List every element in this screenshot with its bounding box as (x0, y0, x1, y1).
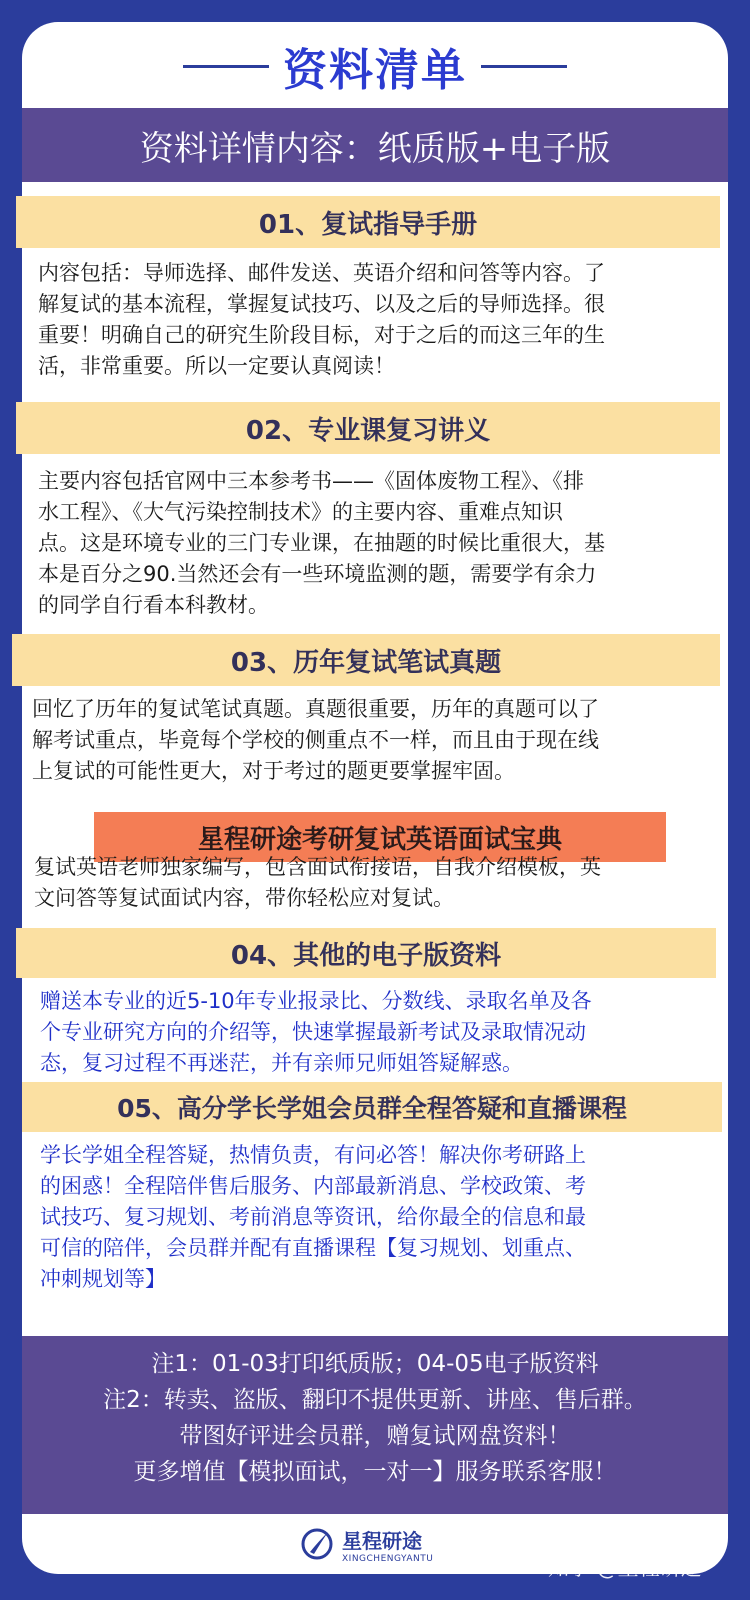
section-01-body (38, 258, 708, 382)
section-01-line: 重要！明确自己的研究生阶段目标，对于之后的而这三年的生 (38, 323, 605, 347)
logo-words (342, 1525, 433, 1564)
section-02-line: 点。这是环境专业的三门专业课，在抽题的时候比重很大，基 (38, 531, 605, 555)
section-04-header: 04、其他的电子版资料 (16, 928, 716, 978)
section-05-header: 05、高分学长学姐会员群全程答疑和直播课程 (22, 1082, 722, 1132)
logo-name: 星程研途 (342, 1528, 422, 1553)
section-03-header: 03、历年复试笔试真题 (12, 634, 720, 686)
brand-logo (300, 1522, 433, 1566)
section-02-body (38, 466, 708, 621)
section-01-line: 解复试的基本流程，掌握复试技巧、以及之后的导师选择。很 (38, 292, 605, 316)
english-handbook-header: 星程研途考研复试英语面试宝典 (94, 812, 666, 862)
title-row (0, 30, 750, 102)
section-02-line: 本是百分之90.当然还会有一些环境监测的题，需要学有余力 (38, 562, 597, 586)
section-04-line: 赠送本专业的近5-10年专业报录比、分数线、录取名单及各 (40, 989, 592, 1013)
section-03-line: 上复试的可能性更大，对于考过的题更要掌握牢固。 (32, 759, 515, 783)
note-line: 注2：转卖、盗版、翻印不提供更新、讲座、售后群。 (103, 1387, 647, 1413)
section-05-line: 试技巧、复习规划、考前消息等资讯，给你最全的信息和最 (40, 1205, 586, 1229)
title-line-left (183, 65, 269, 68)
note-line: 带图好评进会员群，赠复试网盘资料！ (179, 1423, 571, 1449)
section-01-line: 内容包括：导师选择、邮件发送、英语介绍和问答等内容。了 (38, 261, 605, 285)
section-01-line: 活，非常重要。所以一定要认真阅读！ (38, 354, 395, 378)
section-02-header: 02、专业课复习讲义 (16, 402, 720, 454)
section-04-body (40, 986, 710, 1079)
section-04-line: 态，复习过程不再迷茫，并有亲师兄师姐答疑解惑。 (40, 1051, 523, 1075)
page-title: 资料清单 (283, 45, 467, 96)
section-03-body (32, 694, 708, 787)
format-banner: 资料详情内容：纸质版+电子版 (22, 108, 728, 182)
section-05-line: 可信的陪伴，会员群并配有直播课程【复习规划、划重点、 (40, 1236, 586, 1260)
section-04-line: 个专业研究方向的介绍等，快速掌握最新考试及录取情况动 (40, 1020, 586, 1044)
english-handbook-line: 复试英语老师独家编写，包含面试衔接语，自我介绍模板，英 (34, 855, 601, 879)
section-05-line: 的困惑！全程陪伴售后服务、内部最新消息、学校政策、考 (40, 1174, 586, 1198)
english-handbook-line: 文问答等复试面试内容，带你轻松应对复试。 (34, 886, 454, 910)
section-03-line: 回忆了历年的复试笔试真题。真题很重要，历年的真题可以了 (32, 697, 599, 721)
title-line-right (481, 65, 567, 68)
notes-panel (22, 1336, 728, 1514)
watermark: 知乎 @星程研途 (548, 1556, 702, 1580)
note-line: 注1：01-03打印纸质版；04-05电子版资料 (151, 1351, 599, 1377)
section-01-header: 01、复试指导手册 (16, 196, 720, 248)
section-02-line: 的同学自行看本科教材。 (38, 593, 269, 617)
section-02-line: 主要内容包括官网中三本参考书——《固体废物工程》、《排 (38, 469, 584, 493)
logo-latin: XINGCHENGYANTU (342, 1553, 434, 1564)
english-handbook-body (34, 852, 710, 914)
section-05-line: 学长学姐全程答疑，热情负责，有问必答！解决你考研路上 (40, 1143, 586, 1167)
xingcheng-logo-icon (300, 1526, 334, 1562)
section-05-line: 冲刺规划等】 (40, 1267, 166, 1291)
section-05-body (40, 1140, 710, 1295)
section-02-line: 水工程》、《大气污染控制技术》的主要内容、重难点知识 (38, 500, 563, 524)
note-line: 更多增值【模拟面试，一对一】服务联系客服！ (133, 1459, 617, 1485)
section-03-line: 解考试重点，毕竟每个学校的侧重点不一样，而且由于现在线 (32, 728, 599, 752)
